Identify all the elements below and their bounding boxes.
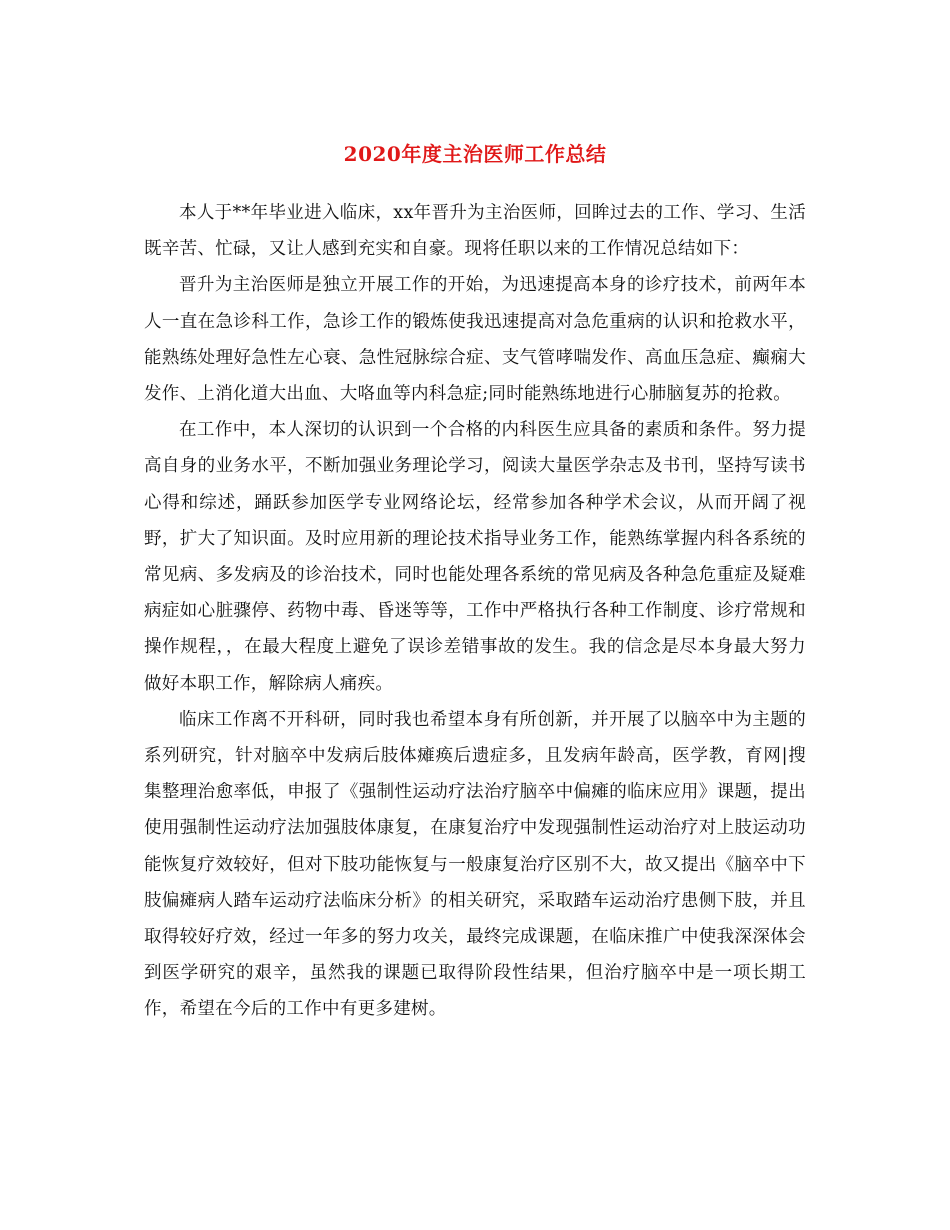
document-body <box>144 195 806 1028</box>
paragraph-professional-development: 在工作中，本人深切的认识到一个合格的内科医生应具备的素质和条件。努力提高自身的业务水平，不断加强业务理论学习，阅读大量医学杂志及书刊，坚持写读书心得和综述，踊跃参加医学专业网络论坛，经常参加各种学术会议，从而开阔了视野，扩大了知识面。及时应用新的理论技术指导业务工作，能熟练掌握内科各系统的常见病、多发病及的诊治技术，同时也能处理各系统的常见病及各种急危重症及疑难病症如心脏骤停、药物中毒、昏迷等等，工作中严格执行各种工作制度、诊疗常规和操作规程，，在最大程度上避免了误诊差错事故的发生。我的信念是尽本身最大努力做好本职工作，解除病人痛疾。 <box>144 420 806 694</box>
paragraph-emergency-work: 晋升为主治医师是独立开展工作的开始，为迅速提高本身的诊疗技术，前两年本人一直在急诊科工作，急诊工作的锻炼使我迅速提高对急危重病的认识和抢救水平，能熟练处理好急性左心衰、急性冠脉综合症、支气管哮喘发作、高血压急症、癫痫大发作、上消化道大出血、大咯血等内科急症;同时能熟练地进行心肺脑复苏的抢救。 <box>144 275 806 405</box>
paragraph-research: 临床工作离不开科研，同时我也希望本身有所创新，并开展了以脑卒中为主题的系列研究，针对脑卒中发病后肢体瘫痪后遗症多，且发病年龄高，医学教，育网|搜集整理治愈率低，申报了《强制性运动疗法治疗脑卒中偏瘫的临床应用》课题，提出使用强制性运动疗法加强肢体康复，在康复治疗中发现强制性运动治疗对上肢运动功能恢复疗效较好，但对下肢功能恢复与一般康复治疗区别不大，故又提出《脑卒中下肢偏瘫病人踏车运动疗法临床分析》的相关研究，采取踏车运动治疗患侧下肢，并且取得较好疗效，经过一年多的努力攻关，最终完成课题，在临床推广中使我深深体会到医学研究的艰辛，虽然我的课题已取得阶段性结果，但治疗脑卒中是一项长期工作，希望在今后的工作中有更多建树。 <box>144 709 806 1020</box>
paragraph-intro: 本人于**年毕业进入临床，xx年晋升为主治医师，回眸过去的工作、学习、生活既辛苦、忙碌，又让人感到充实和自豪。现将任职以来的工作情况总结如下： <box>144 203 806 260</box>
document-title: 2020年度主治医师工作总结 <box>343 142 607 166</box>
